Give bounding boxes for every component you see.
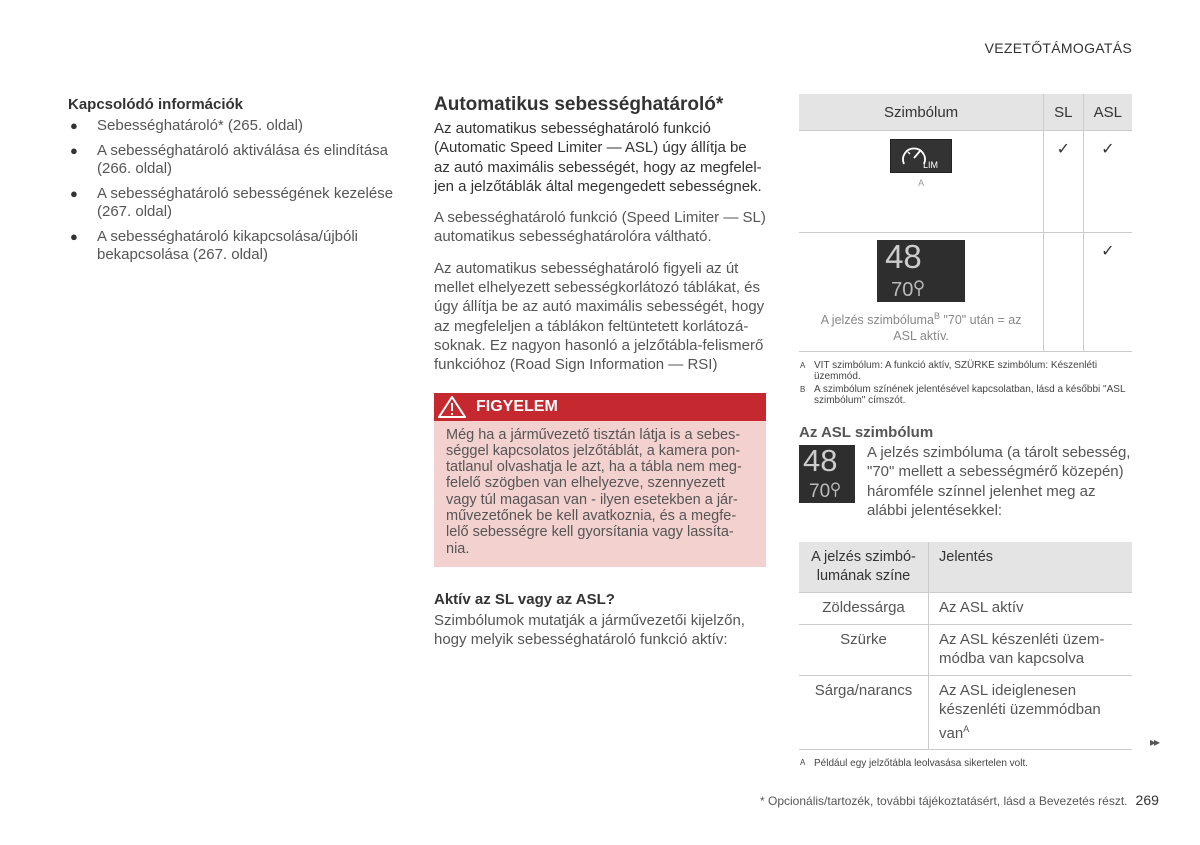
page-title: Automatikus sebességhatároló* [434,94,724,115]
speed-limiter-icon [890,139,952,173]
sl-check: ✓ [1044,131,1083,233]
footer [760,792,1190,808]
related-info-item[interactable]: ● A sebességhatároló aktiválása és elindítása (266. oldal) [70,142,389,177]
intro-paragraph: Az automatikus sebességhatároló funkció (Automatic Speed Limiter — ASL) úgy állítja be az autó maximális sebességét, hogy az megfeleljen a jelzőtáblák által megengedett sebességnek. [434,120,762,195]
warning-header [434,393,766,421]
table-notes [799,360,1132,406]
stored-speed: 70 [809,481,841,503]
asl-symbol-small [799,445,855,503]
sl-header: SL [1044,94,1083,131]
paragraph-asl: Az automatikus sebességhatároló figyeli az út mellet elhelyezett sebességkorlátozó táblákat, és úgy állítja be az autó maximális sebességét, hogy az megfeleljen a táblákon feltüntetett korlátozásoknak. Ez nagyon hasonló a jelzőtábla-felismerő funkcióhoz (Road Sign Information — RSI) [434,259,765,374]
speed-sign-icon [913,280,925,296]
bullet-icon: ● [70,229,78,244]
related-info-list [68,117,398,264]
warning-triangle-icon [438,396,466,418]
meaning-cell: Az ASL készenléti üzemmódba van kapcsolva [929,624,1133,675]
current-speed: 48 [885,238,922,275]
symbol-caption: A [918,178,925,188]
subheading-sl-asl: Aktív az SL vagy az ASL? [434,590,615,608]
symbol-header: Szimbólum [799,94,1044,131]
asl-header: ASL [1083,94,1132,131]
asl-symbol-row [799,443,1132,520]
table-note: B A szimbólum színének jelentésével kapcsolatban, lásd a későbbi "ASL szimbólum" címszót. [800,384,1126,407]
meaning-header: Jelentés [929,542,1133,593]
asl-symbol-large [877,240,965,302]
color-header: A jelzés szimbólumának színe [799,542,929,593]
warning-box [434,393,766,567]
related-info [68,96,398,271]
meaning-cell: Az ASL aktív [929,593,1133,625]
related-info-title: Kapcsolódó információk [68,96,244,113]
bullet-icon: ● [70,118,78,133]
color-cell: Zöldessárga [799,593,929,625]
asl-caption: A jelzés szimbóluma$^B$ "70" után = az ASL aktív. [820,311,1022,344]
footer-note: * Opcionális/tartozék, további tájékoztatásért, lásd a Bevezetés részt. [760,794,1128,808]
bullet-icon: ● [70,143,78,158]
symbol-cell [799,233,1044,352]
sl-check [1044,233,1083,352]
color-cell: Sárga/narancs [799,675,929,750]
symbol-table [799,94,1132,352]
main-column [434,94,766,650]
asl-check: ✓ [1083,131,1132,233]
asl-symbol-title: Az ASL szimbólum [799,424,934,442]
continue-arrow-icon: ▸▸ [1150,735,1159,749]
page-number: 269 [1135,792,1159,808]
lim-label: LIM [923,160,939,170]
related-info-item[interactable]: ● A sebességhatároló sebességének kezelése (267. oldal) [70,185,394,220]
color-table-note: A Például egy jelzőtábla leolvasása sikertelen volt. [800,758,1029,770]
warning-title: FIGYELEM [476,397,558,415]
asl-check: ✓ [1083,233,1132,352]
bullet-icon: ● [70,186,78,201]
symbol-cell [799,131,1044,233]
current-speed: 48 [803,443,838,479]
paragraph-sl: A sebességhatároló funkció (Speed Limiter — SL) automatikus sebességhatárolóra váltható. [434,209,766,246]
subheading-text: Szimbólumok mutatják a járművezetői kijelzőn, hogy melyik sebességhatároló funkció aktív: [434,611,745,649]
asl-symbol-text: A jelzés szimbóluma (a tárolt sebesség, "70" mellett a sebességmérő közepén) háromféle színnel jelenhet meg az alábbi jelentésekkel: [867,444,1131,520]
meaning-cell: Az ASL ideiglenesen készenléti üzemmódban van$^A$ [929,675,1133,750]
related-info-item[interactable]: ● A sebességhatároló kikapcsolása/újbóli bekapcsolása (267. oldal) [70,228,358,263]
related-info-item[interactable]: ● Sebességhatároló* (265. oldal) [70,117,303,134]
color-table [799,542,1132,750]
section-header: VEZETŐTÁMOGATÁS [984,40,1132,56]
stored-speed: 70 [891,279,925,302]
speed-sign-icon [830,482,841,497]
color-cell: Szürke [799,624,929,675]
table-note: A VIT szimbólum: A funkció aktív, SZÜRKE szimbólum: Készenléti üzemmód. [800,360,1098,383]
warning-text: Még ha a járművezető tisztán látja is a sebességgel kapcsolatos jelzőtáblát, a kamera pontatlanul olvashatja le azt, ha a tábla nem megfelelő szögben van elhelyezve, szennyezett vagy túl magasan van - ilyen esetekben a járművezetőnek be kell avatkoznia, és a megfelelő sebességre kell gyorsítania vagy lassítania. [434,421,766,567]
right-column [799,94,1132,769]
